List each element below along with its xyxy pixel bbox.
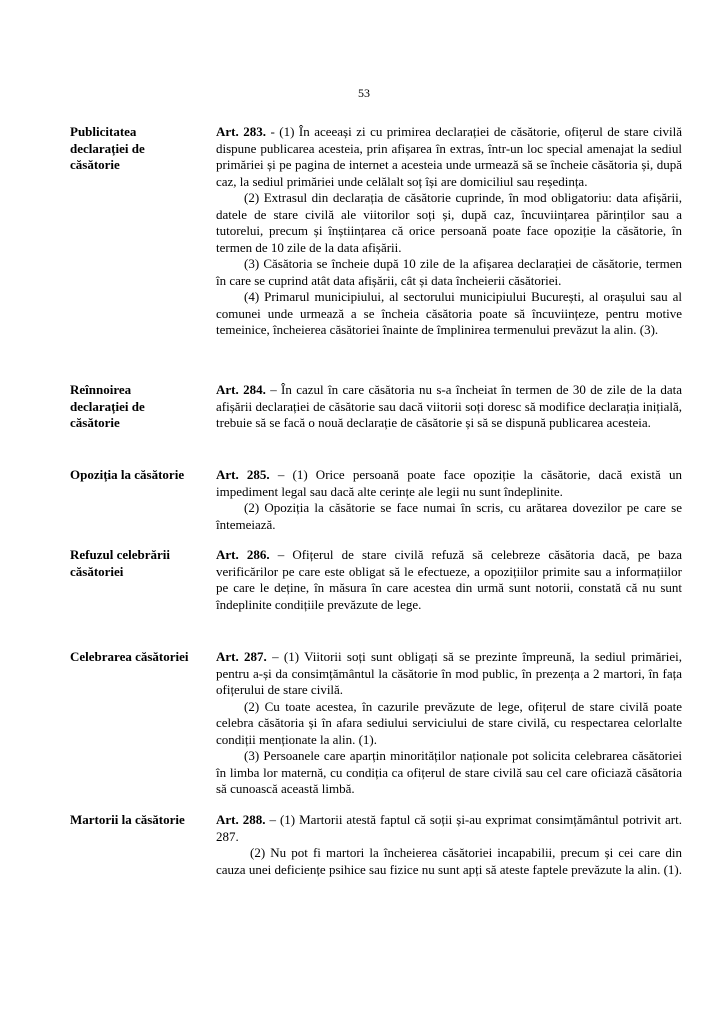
article-label: Art. 284. bbox=[216, 382, 266, 397]
article-label: Art. 286. bbox=[216, 547, 270, 562]
paragraph bbox=[216, 467, 682, 500]
paragraph: (4) Primarul municipiului, al sectorului municipiului București, al orașului sau al comunei unde urmează a se încheia căsătoria poate să încuviințeze, pentru motive temeinice, încheierea căsătoriei înainte de împlinirea termenului prevăzut la alin. (3). bbox=[216, 289, 682, 337]
paragraph bbox=[216, 547, 682, 613]
paragraph bbox=[216, 812, 682, 845]
article-body bbox=[216, 124, 682, 339]
paragraph-text: – Ofițerul de stare civilă refuză să celebreze căsătoria dacă, pe baza verificărilor pe care este obligat să le efectueze, a opozițiilor primite sau a informațiilor pe care le deține, în măsura în care acestea din urmă sunt notorii, constată că nu sunt îndeplinite condițiile prevăzute de lege. bbox=[216, 547, 682, 612]
side-title bbox=[70, 124, 210, 174]
paragraph-text: - (1) În aceeași zi cu primirea declarației de căsătorie, ofițerul de stare civilă dispune publicarea acesteia, prin afișarea în extras, într-un loc special amenajat la sediul primăriei și pe pagina de internet a acesteia unde urmează să se încheie căsătoria și, după caz, la sediul primăriei unde celălalt soț își are domiciliul sau reședința. bbox=[216, 124, 682, 189]
side-title bbox=[70, 649, 210, 666]
paragraph-text: – (1) Viitorii soți sunt obligați să se prezinte împreună, la sediul primăriei, pentru a-și da consimțământul la căsătorie în mod public, în prezența a 2 martori, în fața ofițerului de stare civilă. bbox=[216, 649, 682, 697]
paragraph bbox=[216, 649, 682, 699]
side-title-line: Opoziția la căsătorie bbox=[70, 467, 185, 482]
paragraph-text: – (1) Orice persoană poate face opoziție la căsătorie, dacă există un impediment legal sau dacă alte cerințe ale legii nu sunt îndeplinite. bbox=[216, 467, 682, 499]
paragraph-text: – (1) Martorii atestă faptul că soții și-au exprimat consimțământul potrivit art. 287. bbox=[216, 812, 682, 844]
side-title-line: Reînnoirea bbox=[70, 382, 132, 397]
article-body bbox=[216, 382, 682, 432]
paragraph: (2) Cu toate acestea, în cazurile prevăzute de lege, ofițerul de stare civilă poate celebra căsătoria și în afara sediului serviciului de stare civilă, cu respectarea celorlalte condiții menționate la alin. (1). bbox=[216, 698, 682, 747]
side-title-line: căsătoriei bbox=[70, 563, 124, 579]
article-body bbox=[216, 649, 682, 798]
article-label: Art. 287. bbox=[216, 649, 267, 664]
paragraph: (3) Persoanele care aparțin minorităților naționale pot solicita celebrarea căsătoriei în limba lor maternă, cu condiția ca ofițerul de stare civilă sau cel care oficiază căsătoria să cunoască această limbă. bbox=[216, 748, 682, 796]
side-title bbox=[70, 812, 210, 829]
side-title-line: Martorii la căsătorie bbox=[70, 812, 185, 827]
paragraph: (3) Căsătoria se încheie după 10 zile de la afișarea declarației de căsătorie, termen în care se cuprind atât data afișării, cât și data încheierii căsătoriei. bbox=[216, 256, 682, 288]
article-body bbox=[216, 547, 682, 613]
article-label: Art. 283. bbox=[216, 124, 266, 139]
paragraph bbox=[216, 124, 682, 190]
side-title-line: Publicitatea bbox=[70, 124, 137, 139]
article-label: Art. 288. bbox=[216, 812, 266, 827]
article-body bbox=[216, 467, 682, 533]
side-title-line: Refuzul celebrării bbox=[70, 547, 170, 562]
side-title-line: declarației de bbox=[70, 398, 145, 414]
article-label: Art. 285. bbox=[216, 467, 270, 482]
paragraph-text: – În cazul în care căsătoria nu s-a încheiat în termen de 30 de zile de la data afișării declarației de căsătorie sau dacă viitorii soți doresc să modifice declarația inițială, trebuie să se facă o nouă declarație de căsătorie și să se dispună publicarea acesteia. bbox=[216, 382, 682, 430]
side-title-line: Celebrarea căsătoriei bbox=[70, 649, 189, 664]
side-title bbox=[70, 467, 210, 484]
paragraph: (2) Nu pot fi martori la încheierea căsătoriei incapabilii, precum și cei care din cauza unei deficiențe psihice sau fizice nu sunt apți să ateste faptele prevăzute la alin. (1). bbox=[216, 845, 682, 877]
side-title bbox=[70, 382, 210, 432]
side-title-line: căsătorie bbox=[70, 157, 120, 172]
article-body bbox=[216, 812, 682, 878]
page-number: 53 bbox=[358, 86, 370, 100]
paragraph: (2) Extrasul din declarația de căsătorie cuprinde, în mod obligatoriu: data afișării, datele de stare civilă ale viitorilor soți și, după caz, încuviințarea părinților sau a tutorelui, precum și înștiințarea că orice persoană poate face opoziție la căsătorie, în termen de 10 zile de la data afișării. bbox=[216, 190, 682, 255]
paragraph bbox=[216, 382, 682, 432]
side-title-line: căsătorie bbox=[70, 415, 120, 430]
side-title-line: declarației de bbox=[70, 140, 145, 156]
side-title bbox=[70, 547, 210, 580]
paragraph: (2) Opoziția la căsătorie se face numai în scris, cu arătarea dovezilor pe care se întemeiază. bbox=[216, 500, 682, 532]
